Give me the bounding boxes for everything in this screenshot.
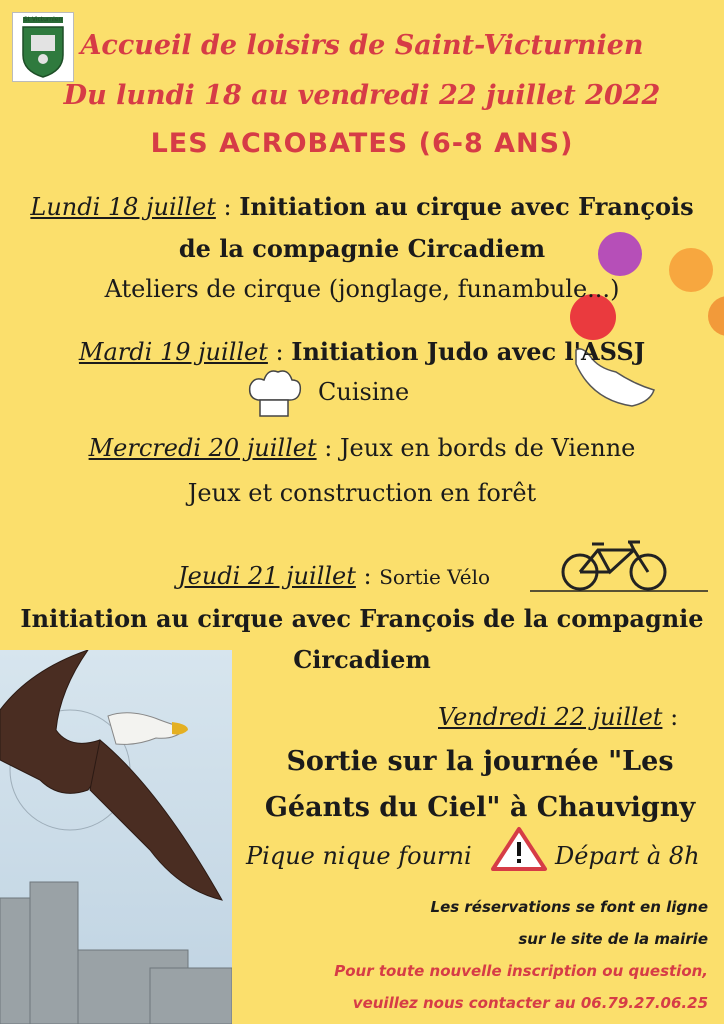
thursday-circus-cont: Circadiem: [293, 645, 431, 674]
reservation-line1: Les réservations se font en ligne: [430, 898, 708, 916]
tuesday-activity: Initiation Judo avec l'ASSJ: [291, 337, 646, 366]
thursday-label: Jeudi 21 juillet: [178, 562, 356, 590]
monday-activity: Initiation au cirque avec François: [239, 192, 694, 221]
friday-line: Vendredi 22 juillet :: [438, 703, 679, 731]
friday-activity-cont: Géants du Ciel" à Chauvigny: [264, 792, 696, 823]
group-title: LES ACROBATES (6-8 ANS): [150, 128, 574, 159]
tuesday-cooking: Cuisine: [318, 378, 410, 406]
header-title: Accueil de loisirs de Saint-Victurnien: [80, 30, 644, 61]
contact-line2: veuillez nous contacter au 06.79.27.06.25: [352, 994, 708, 1012]
contact-line1: Pour toute nouvelle inscription ou question,: [334, 962, 708, 980]
eagle-photo: [0, 650, 232, 1024]
monday-label: Lundi 18 juillet: [30, 193, 216, 221]
wednesday-line1: Mercredi 20 juillet : Jeux en bords de Vienne: [88, 434, 636, 462]
reservation-line2: sur le site de la mairie: [518, 930, 708, 948]
monday-workshops: Ateliers de cirque (jonglage, funambule...): [104, 275, 620, 303]
tuesday-label: Mardi 19 juillet: [78, 338, 268, 366]
chef-hat-icon: [244, 364, 304, 424]
friday-activity: Sortie sur la journée "Les: [286, 746, 674, 777]
wednesday-label: Mercredi 20 juillet: [88, 434, 317, 462]
friday-picnic: Pique nique fourni: [246, 842, 472, 870]
tuesday-line1: Mardi 19 juillet : Initiation Judo avec l'ASSJ: [78, 337, 646, 366]
bicycle-icon: [530, 534, 710, 594]
wednesday-activity: Jeux en bords de Vienne: [339, 434, 636, 462]
monday-line1: Lundi 18 juillet : Initiation au cirque avec François: [30, 192, 694, 221]
header-dates: Du lundi 18 au vendredi 22 juillet 2022: [63, 80, 661, 111]
thursday-bike: Sortie Vélo: [379, 565, 491, 589]
thursday-circus: Initiation au cirque avec François de la compagnie: [20, 604, 704, 633]
thursday-line1: Jeudi 21 juillet : Sortie Vélo: [178, 562, 491, 590]
wednesday-forest: Jeux et construction en forêt: [187, 479, 537, 507]
logo-caption: St Victurnien: [23, 16, 63, 23]
warning-icon: [490, 826, 548, 872]
friday-label: Vendredi 22 juillet: [438, 703, 663, 731]
friday-departure: Départ à 8h: [555, 842, 700, 870]
monday-activity-cont: de la compagnie Circadiem: [178, 234, 546, 263]
